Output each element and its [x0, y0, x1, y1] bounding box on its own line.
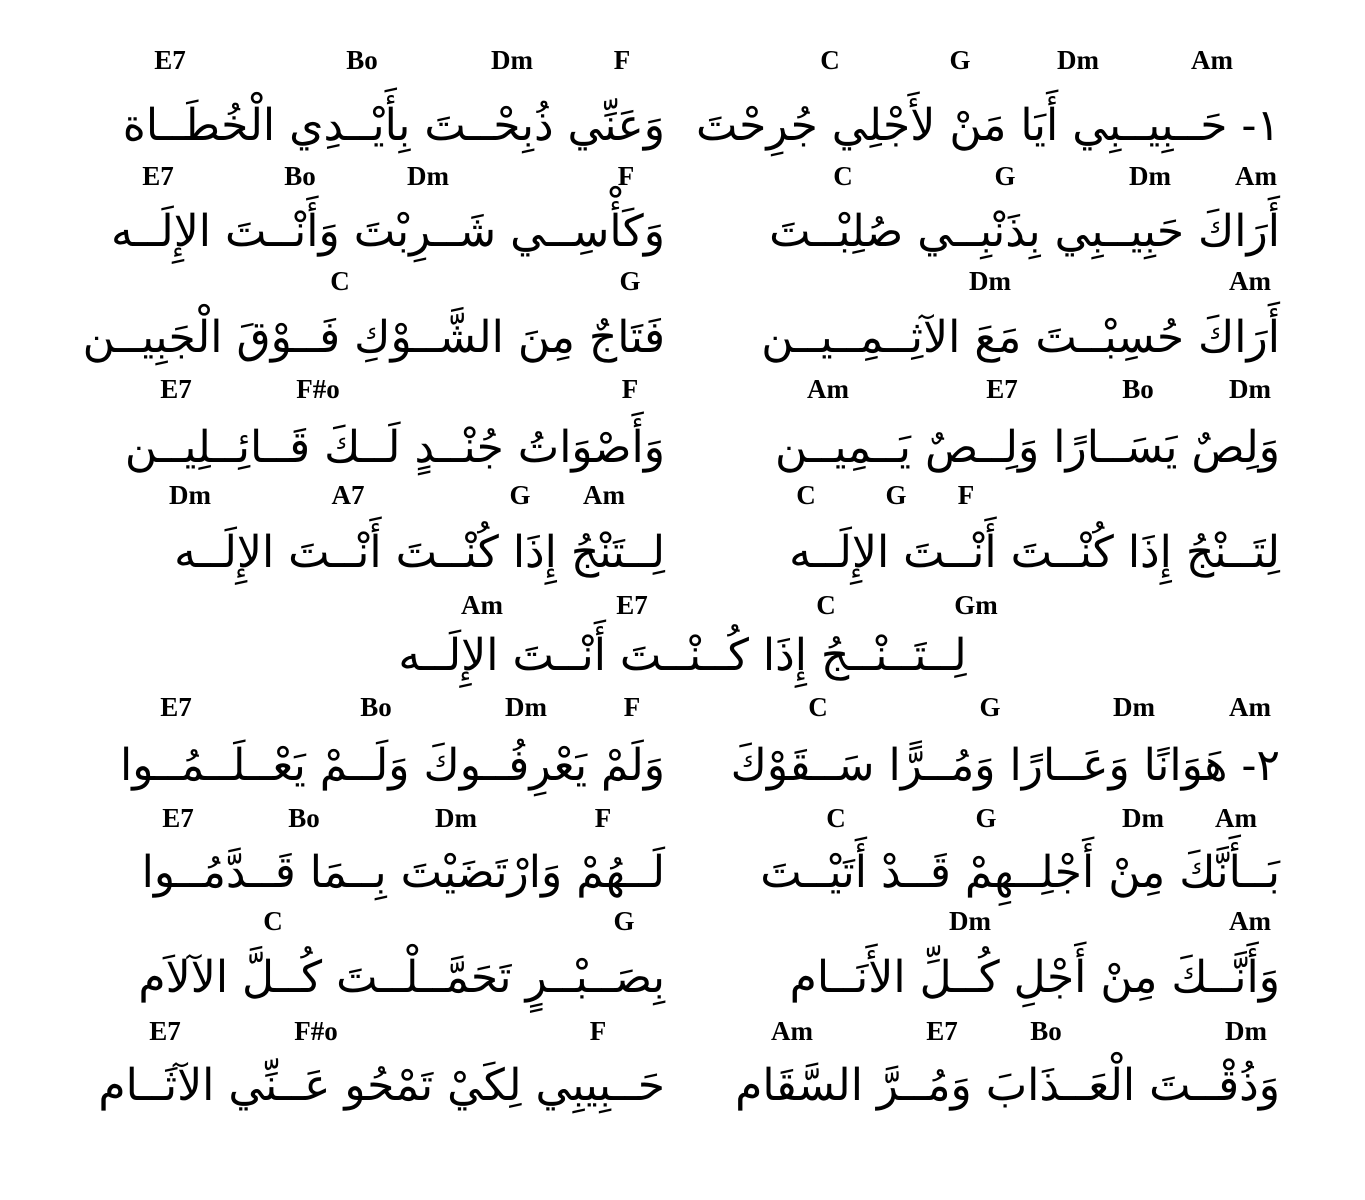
chord: Am — [1229, 906, 1271, 936]
chord: Bo — [284, 161, 316, 191]
chord: Am — [583, 480, 625, 510]
lyric-line: بَــأَنَّكَ مِنْ أَجْلِــهِمْ قَــدْ أَتَيْــتَ — [760, 847, 1280, 898]
chord: Dm — [1113, 692, 1155, 722]
chord: Am — [1191, 45, 1233, 75]
lyric-line: وَلَمْ يَعْرِفُــوكَ وَلَــمْ يَعْــلَــمُــوا — [120, 740, 665, 791]
chord: C — [820, 45, 840, 75]
lyric-line: حَــبِيبِي لِكَيْ تَمْحُو عَــنِّي الآثَــام — [98, 1060, 665, 1111]
chord: F — [613, 45, 631, 75]
chord: F — [594, 803, 612, 833]
chord: Am — [1229, 692, 1271, 722]
chord: C — [330, 266, 350, 296]
chord: E7 — [162, 803, 194, 833]
chord: E7 — [154, 45, 186, 75]
chord: C — [816, 590, 836, 620]
chord: E7 — [926, 1016, 958, 1046]
chord: G — [979, 692, 1001, 722]
lyric-line: فَتَاجٌ مِنَ الشَّــوْكِ فَــوْقَ الْجَبِيــن — [82, 312, 665, 363]
chord: Dm — [1129, 161, 1171, 191]
chord: G — [949, 45, 971, 75]
chord: Dm — [1225, 1016, 1267, 1046]
lyric-line: وَلِصٌ يَسَــارًا وَلِــصٌ يَــمِيــن — [774, 422, 1280, 473]
chord: Am — [1235, 161, 1277, 191]
lyric-line: ٢- هَوَانًا وَعَــارًا وَمُــرًّا سَــقَوْكَ — [730, 740, 1280, 791]
chord: C — [796, 480, 816, 510]
chord: G — [885, 480, 907, 510]
lyric-line: لِــتَنْجُ إِذَا كُنْــتَ أَنْــتَ الإِلَــه — [174, 527, 665, 578]
chord: Am — [807, 374, 849, 404]
chord: G — [975, 803, 997, 833]
chord: G — [613, 906, 635, 936]
chord: F — [589, 1016, 607, 1046]
chord: Am — [1215, 803, 1257, 833]
chord: Dm — [949, 906, 991, 936]
chord: A7 — [331, 480, 365, 510]
chord: C — [826, 803, 846, 833]
chord: G — [994, 161, 1016, 191]
chord: C — [808, 692, 828, 722]
chord: E7 — [160, 692, 192, 722]
chord: E7 — [616, 590, 648, 620]
lyric-line: ١- حَــبِيــبِي أَيَا مَنْ لأَجْلِي جُرِحْتَ — [695, 100, 1280, 151]
lyric-line: أَرَاكَ حُسِبْــتَ مَعَ الآثِــمِــيــن — [761, 312, 1280, 363]
chord: Dm — [407, 161, 449, 191]
chord: Gm — [954, 590, 998, 620]
chord: Bo — [1122, 374, 1154, 404]
chord: F — [621, 374, 639, 404]
chord: Dm — [1122, 803, 1164, 833]
lyric-line: وَكَأْسِــي شَــرِبْتَ وَأَنْــتَ الإِلَــه — [110, 206, 665, 257]
chord: Bo — [1030, 1016, 1062, 1046]
chord: Dm — [435, 803, 477, 833]
chord: G — [619, 266, 641, 296]
chord: Dm — [169, 480, 211, 510]
chord: E7 — [986, 374, 1018, 404]
chord: Am — [461, 590, 503, 620]
chord: Am — [771, 1016, 813, 1046]
lyric-line: وَأَصْوَاتُ جُنْــدٍ لَــكَ قَــائِــلِيــن — [124, 422, 665, 473]
lyric-line: لِتَــنْجُ إِذَا كُنْــتَ أَنْــتَ الإِلَــه — [789, 527, 1280, 578]
chord: E7 — [142, 161, 174, 191]
chord: Dm — [505, 692, 547, 722]
lyric-line: وَعَنِّي ذُبِحْــتَ بِأَيْــدِي الْخُطَــاة — [122, 100, 665, 151]
lyric-line: وَذُقْــتَ الْعَــذَابَ وَمُــرَّ السَّقَام — [735, 1060, 1280, 1111]
chord: Dm — [1057, 45, 1099, 75]
lyric-line: لَــهُمْ وَارْتَضَيْتَ بِــمَا قَــدَّمُــوا — [141, 847, 665, 898]
lyric-line: بِصَــبْــرٍ تَحَمَّــلْــتَ كُــلَّ الآلاَم — [138, 952, 665, 1003]
chord: Am — [1229, 266, 1271, 296]
chord: F#o — [296, 374, 340, 404]
refrain-line: لِــتَــنْــجُ إِذَا كُــنْــتَ أَنْــتَ الإِلَــه — [398, 630, 967, 681]
lyric-line: أَرَاكَ حَبِيــبِي بِذَنْبِــي صُلِبْــتَ — [769, 206, 1280, 257]
chord: G — [509, 480, 531, 510]
lyric-line: وَأَنَّــكَ مِنْ أَجْلِ كُــلِّ الأَنَــام — [789, 952, 1280, 1003]
chord: F — [623, 692, 641, 722]
chord: Dm — [491, 45, 533, 75]
chord: F — [957, 480, 975, 510]
chord: C — [263, 906, 283, 936]
chord: Dm — [1229, 374, 1271, 404]
chord: Bo — [288, 803, 320, 833]
chord: C — [833, 161, 853, 191]
chord: E7 — [160, 374, 192, 404]
chord: E7 — [149, 1016, 181, 1046]
chord: Bo — [346, 45, 378, 75]
chord: Dm — [969, 266, 1011, 296]
chord: Bo — [360, 692, 392, 722]
chord: F#o — [294, 1016, 338, 1046]
chord: F — [617, 161, 635, 191]
